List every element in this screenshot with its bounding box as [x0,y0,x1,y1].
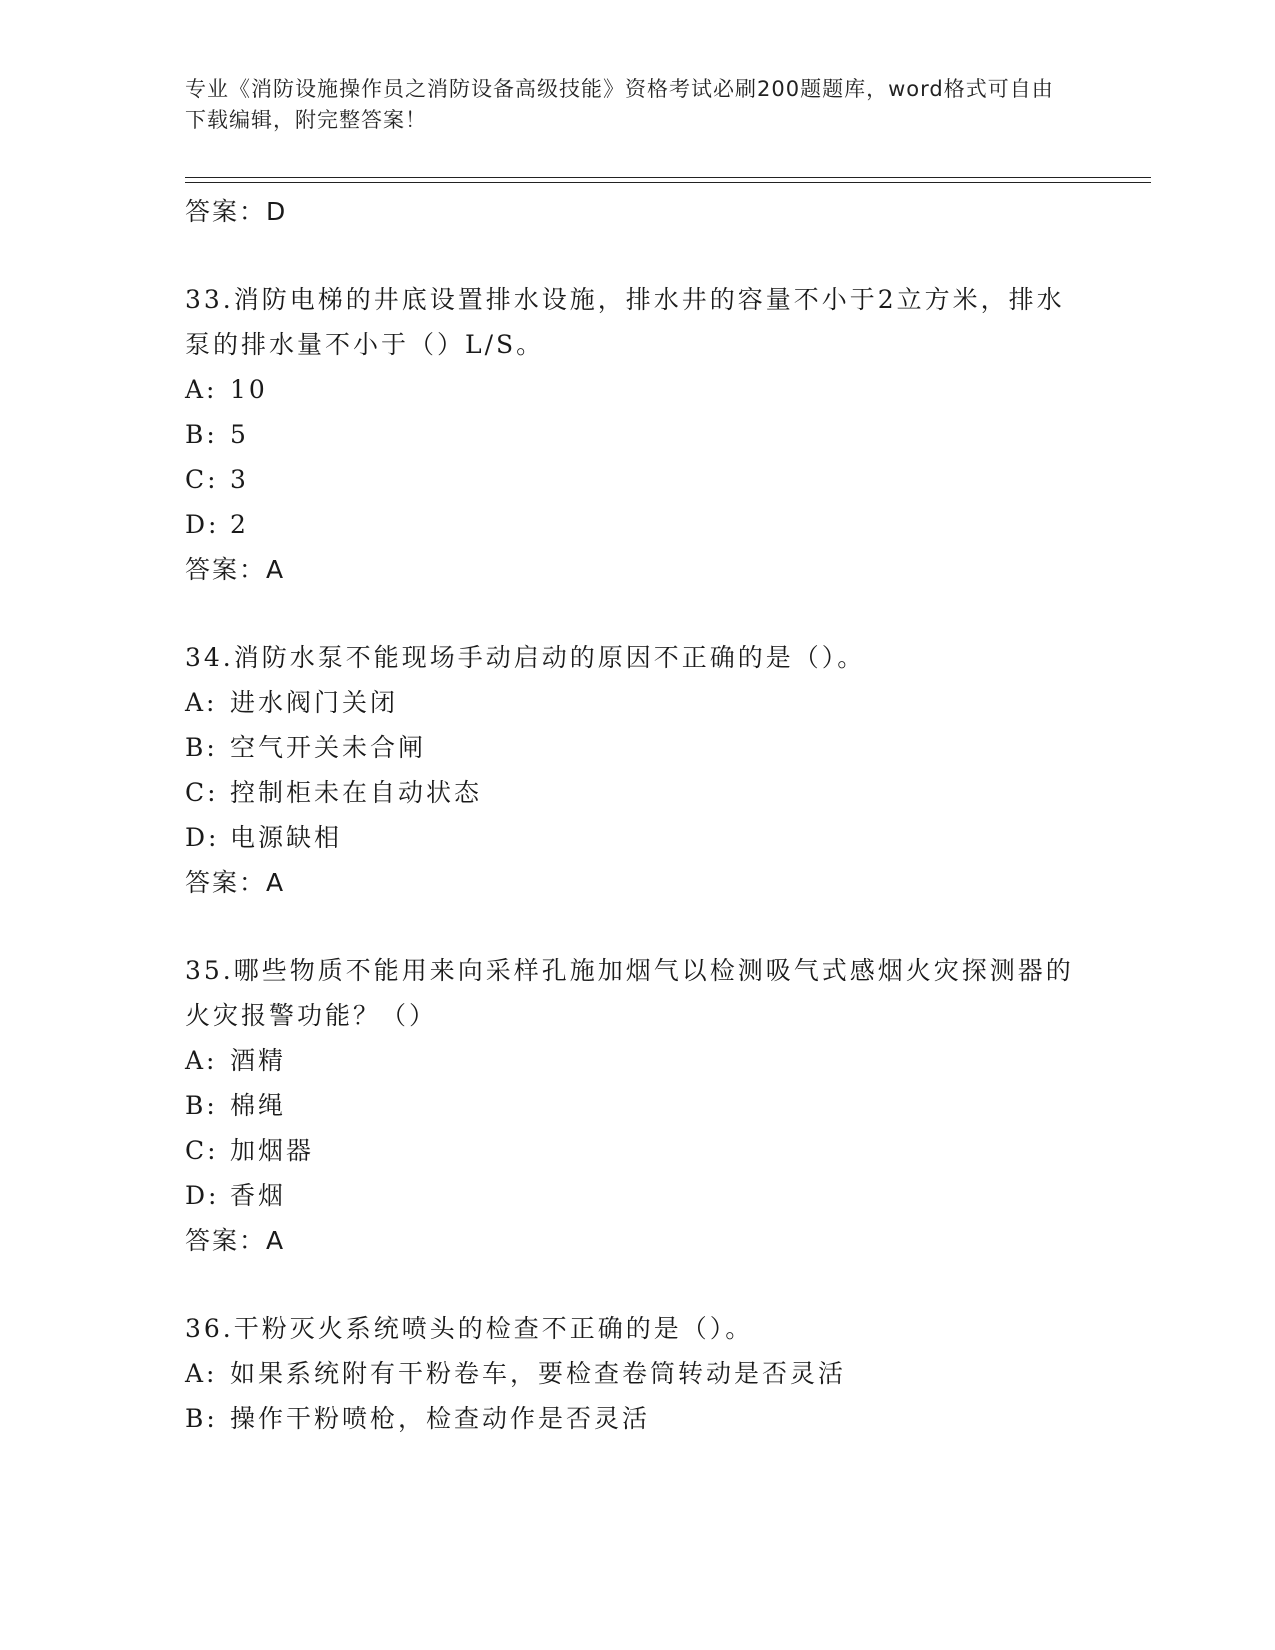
question-spacer [185,592,1085,635]
question-spacer [185,905,1085,948]
option-key: B: [185,1404,218,1433]
answer-line [185,547,1085,592]
option-text: 控制柜未在自动状态 [230,778,483,807]
option-a [185,1038,1085,1083]
option-key: C: [185,1136,219,1165]
option-text: 电源缺相 [230,823,343,852]
option-b [185,725,1085,770]
option-d [185,815,1085,860]
option-text: 空气开关未合闸 [230,733,427,762]
option-b [185,1083,1085,1128]
option-c [185,457,1085,502]
option-text: 2 [230,510,249,539]
option-text: 3 [230,465,249,494]
question-text: 33.消防电梯的井底设置排水设施，排水井的容量不小于2立方米，排水泵的排水量不小于（）L/S。 [185,285,1065,359]
answer-line [185,860,1085,905]
answer-value: D [266,197,287,226]
option-key: A: [185,688,218,717]
answer-line [185,189,1085,234]
answer-label: 答案： [185,197,267,226]
option-text: 操作干粉喷枪，检查动作是否灵活 [230,1404,651,1433]
option-a [185,1351,1085,1396]
option-key: A: [185,1359,218,1388]
answer-label: 答案： [185,555,267,584]
option-a [185,680,1085,725]
option-d [185,1173,1085,1218]
option-key: C: [185,778,219,807]
option-key: C: [185,465,219,494]
option-text: 加烟器 [230,1136,315,1165]
answer-value: A [266,1226,285,1255]
option-key: B: [185,1091,218,1120]
option-d [185,502,1085,547]
question-text: 35.哪些物质不能用来向采样孔施加烟气以检测吸气式感烟火灾探测器的火灾报警功能？（） [185,956,1074,1030]
question-text: 34.消防水泵不能现场手动启动的原因不正确的是（）。 [185,643,866,672]
header-divider-secondary [185,182,1151,183]
option-key: D: [185,510,220,539]
answer-line [185,1218,1085,1263]
option-text: 如果系统附有干粉卷车，要检查卷筒转动是否灵活 [230,1359,847,1388]
option-key: A: [185,375,218,404]
option-text: 酒精 [230,1046,287,1075]
question-spacer [185,1263,1085,1306]
option-c [185,1128,1085,1173]
option-a [185,367,1085,412]
question-text: 36.干粉灭火系统喷头的检查不正确的是（）。 [185,1314,754,1343]
option-b [185,412,1085,457]
answer-label: 答案： [185,1226,267,1255]
question-content [185,189,1085,1441]
option-b [185,1396,1085,1441]
option-key: D: [185,823,220,852]
question-spacer [185,234,1085,277]
option-text: 5 [230,420,249,449]
header-divider [185,177,1151,178]
answer-label: 答案： [185,868,267,897]
answer-value: A [266,868,285,897]
answer-value: A [266,555,285,584]
option-text: 进水阀门关闭 [230,688,399,717]
option-text: 10 [230,375,268,404]
option-text: 棉绳 [230,1091,287,1120]
option-key: A: [185,1046,218,1075]
option-text: 香烟 [230,1181,287,1210]
option-key: B: [185,733,218,762]
option-c [185,770,1085,815]
document-header: 专业《消防设施操作员之消防设备高级技能》资格考试必刷200题题库，word格式可自由下载编辑，附完整答案！ [185,77,1054,132]
option-key: D: [185,1181,220,1210]
option-key: B: [185,420,218,449]
